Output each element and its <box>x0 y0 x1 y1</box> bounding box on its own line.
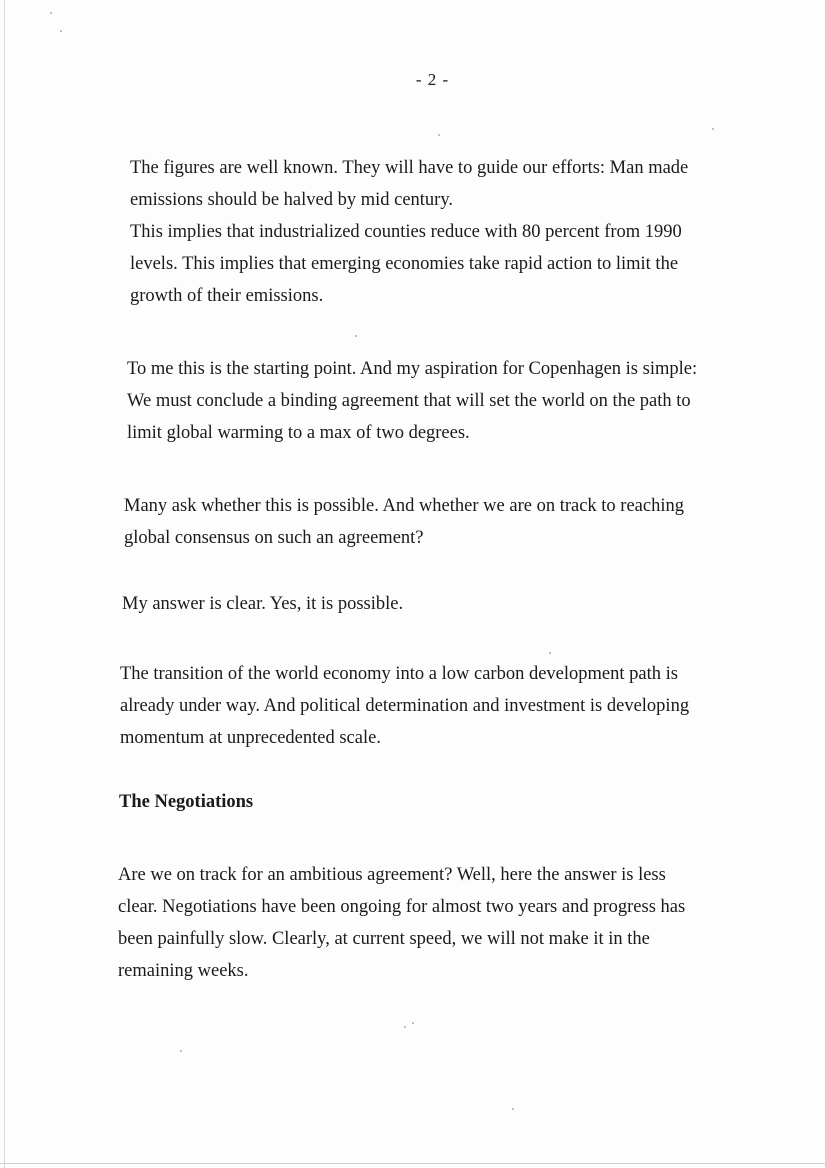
paragraph-aspiration <box>127 353 697 449</box>
paragraph-possible <box>124 490 684 554</box>
paragraph-negotiations <box>118 859 685 987</box>
scan-speck <box>50 12 52 14</box>
paragraph-line: remaining weeks. <box>118 961 249 981</box>
paragraph-line: Are we on track for an ambitious agreement? Well, here the answer is less <box>118 865 666 885</box>
paragraph-figures <box>130 152 688 312</box>
paragraph-line: Many ask whether this is possible. And whether we are on track to reaching <box>124 496 684 516</box>
scan-speck <box>355 335 357 337</box>
scan-speck <box>412 1022 414 1024</box>
paragraph-line: limit global warming to a max of two degrees. <box>127 423 470 443</box>
page-left-edge <box>4 0 5 1168</box>
scan-speck <box>60 30 62 32</box>
paragraph-line: emissions should be halved by mid century. <box>130 190 454 210</box>
paragraph-line: momentum at unprecedented scale. <box>120 728 381 748</box>
section-heading: The Negotiations <box>119 792 254 812</box>
paragraph-line: growth of their emissions. <box>130 286 324 306</box>
paragraph-line: global consensus on such an agreement? <box>124 528 424 548</box>
paragraph-line: My answer is clear. Yes, it is possible. <box>122 594 404 614</box>
scan-speck <box>512 1108 514 1110</box>
scan-speck <box>404 1026 406 1028</box>
scan-speck <box>438 134 440 136</box>
paragraph-line: levels. This implies that emerging economies take rapid action to limit the <box>130 254 679 274</box>
paragraph-line: clear. Negotiations have been ongoing for almost two years and progress has <box>118 897 686 917</box>
paragraph-line: We must conclude a binding agreement that will set the world on the path to <box>127 391 691 411</box>
scan-speck <box>712 128 714 130</box>
paragraph-answer <box>122 588 403 620</box>
scan-speck <box>180 1050 182 1052</box>
paragraph-line: been painfully slow. Clearly, at current speed, we will not make it in the <box>118 929 650 949</box>
paragraph-line: This implies that industrialized counties reduce with 80 percent from 1990 <box>130 222 682 242</box>
page-bottom-edge <box>0 1163 825 1164</box>
page-number: - 2 - <box>415 70 450 89</box>
scan-speck <box>549 652 551 654</box>
paragraph-line: already under way. And political determination and investment is developing <box>120 696 690 716</box>
paragraph-transition <box>120 658 689 754</box>
paragraph-line: The figures are well known. They will have to guide our efforts: Man made <box>130 158 689 178</box>
paragraph-line: The transition of the world economy into a low carbon development path is <box>120 664 678 684</box>
paragraph-line: To me this is the starting point. And my aspiration for Copenhagen is simple: <box>127 359 698 379</box>
